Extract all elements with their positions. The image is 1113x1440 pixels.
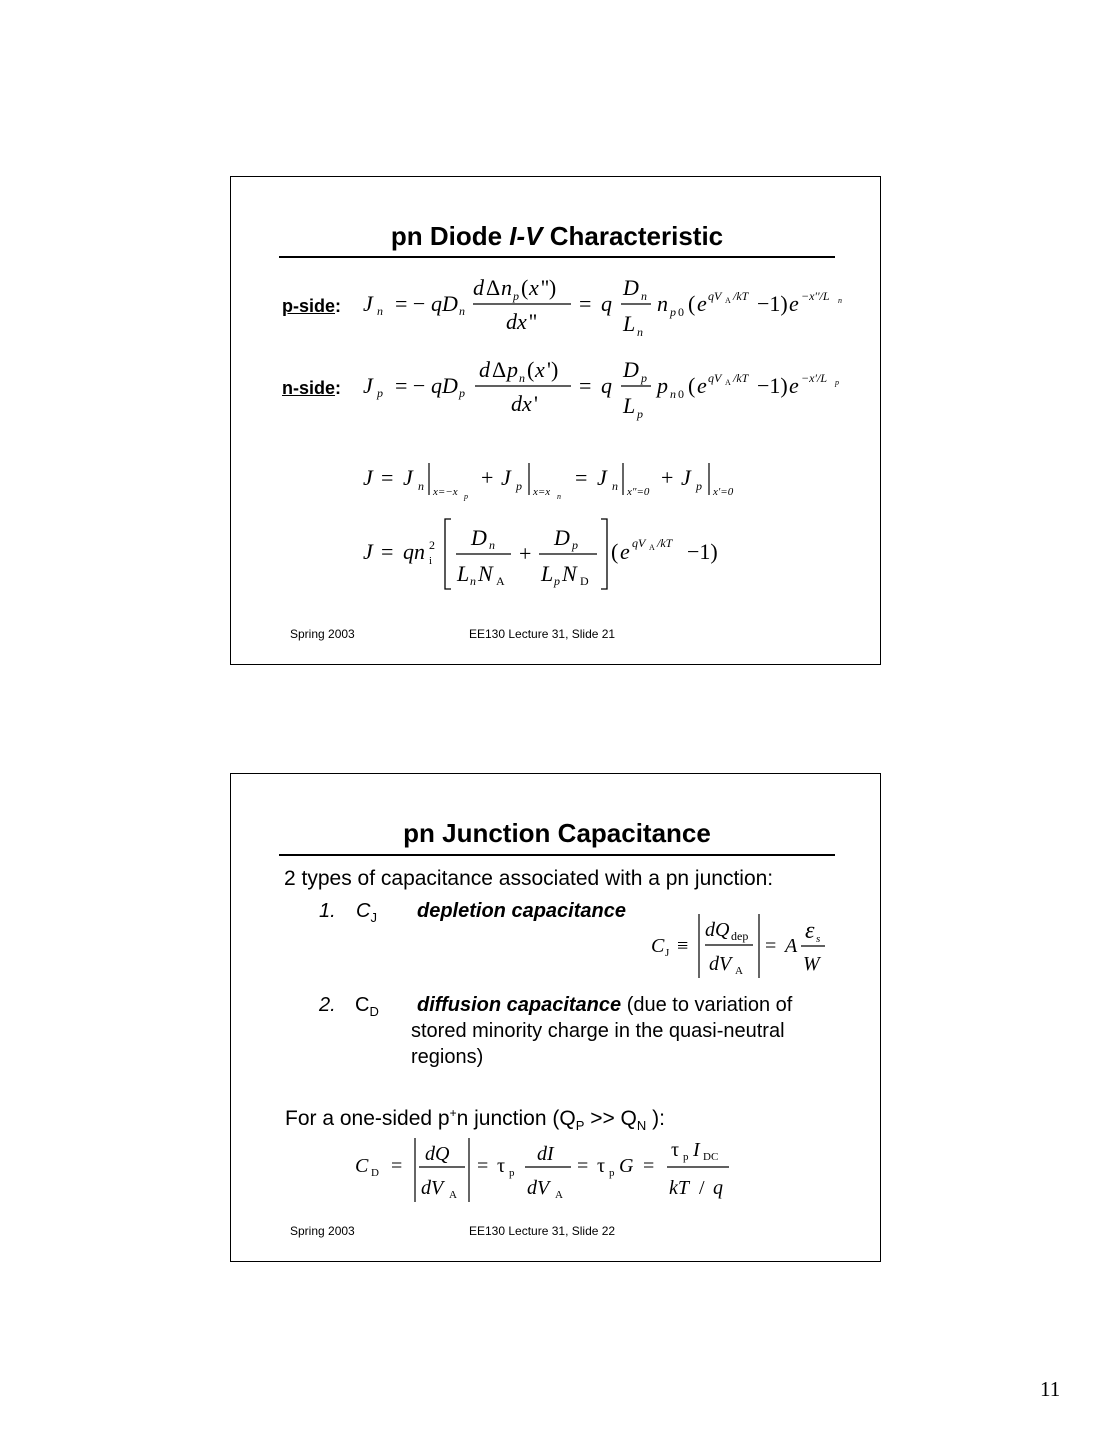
- svg-text:L: L: [623, 311, 636, 336]
- svg-text:DC: DC: [703, 1151, 719, 1163]
- svg-text:i: i: [429, 555, 433, 567]
- svg-text:−x'/L: −x'/L: [801, 371, 827, 385]
- svg-text:D: D: [371, 1167, 379, 1179]
- svg-text:dV: dV: [421, 1177, 444, 1199]
- svg-text:(: (: [611, 539, 619, 564]
- svg-text:dI: dI: [537, 1143, 554, 1165]
- svg-text:L: L: [623, 393, 636, 418]
- svg-text:=: =: [765, 935, 777, 957]
- svg-text:A: A: [649, 543, 655, 552]
- svg-text:J: J: [681, 465, 691, 490]
- svg-text:dQ: dQ: [425, 1143, 450, 1165]
- svg-text:N: N: [562, 561, 577, 586]
- svg-text:A: A: [785, 935, 798, 957]
- title-prefix: pn Diode: [390, 221, 510, 251]
- svg-text:e: e: [697, 373, 707, 398]
- cj-subscript: J: [370, 910, 377, 925]
- svg-text:(: (: [521, 275, 529, 300]
- svg-text:J: J: [501, 465, 511, 490]
- svg-text:p: p: [516, 479, 522, 493]
- svg-text:/kT: /kT: [733, 371, 749, 385]
- svg-text:D: D: [471, 525, 487, 550]
- svg-text:τ: τ: [671, 1139, 680, 1161]
- svg-text:p: p: [464, 492, 468, 501]
- svg-text:e: e: [620, 539, 630, 564]
- os-d: ):: [646, 1107, 665, 1130]
- svg-text:n: n: [670, 387, 676, 401]
- svg-text:e: e: [789, 291, 799, 316]
- svg-text:q: q: [601, 373, 612, 398]
- svg-text:ε: ε: [805, 918, 815, 944]
- svg-text:p: p: [835, 378, 839, 387]
- os-sub1: P: [575, 1118, 585, 1134]
- svg-text:J: J: [403, 465, 413, 490]
- svg-text:x=x: x=x: [533, 486, 551, 498]
- svg-text:D: D: [623, 357, 639, 382]
- svg-text:Δ: Δ: [486, 275, 501, 300]
- svg-text:qD: qD: [431, 291, 458, 316]
- title-suffix: Characteristic: [542, 221, 724, 251]
- svg-text:N: N: [478, 561, 493, 586]
- svg-text:n: n: [470, 574, 476, 588]
- svg-text:p: p: [609, 1167, 615, 1179]
- svg-text:J: J: [597, 465, 607, 490]
- title-rule: [279, 256, 835, 258]
- footer-date: Spring 2003: [290, 1224, 355, 1238]
- cd-symbol: C: [355, 994, 370, 1016]
- depletion-capacitance-equation: [649, 910, 839, 984]
- title-italic: I-V: [509, 221, 543, 251]
- item-2-number: 2.: [319, 994, 336, 1016]
- svg-text:d: d: [479, 357, 490, 382]
- svg-text:A: A: [496, 574, 505, 588]
- svg-text:qV: qV: [632, 536, 646, 550]
- svg-text:+: +: [661, 465, 674, 490]
- diode-current-equation: [361, 511, 761, 595]
- n-side-colon: :: [335, 378, 342, 398]
- svg-text:n: n: [519, 371, 525, 385]
- svg-text:e: e: [789, 373, 799, 398]
- svg-text:J: J: [363, 373, 373, 398]
- slide-title: [279, 221, 835, 251]
- svg-text:n: n: [641, 289, 647, 303]
- svg-text:+: +: [481, 465, 494, 490]
- item-2-line3: regions): [411, 1046, 484, 1068]
- svg-text:τ: τ: [597, 1155, 606, 1177]
- slide-22: [230, 773, 881, 1262]
- svg-text:n: n: [657, 291, 668, 316]
- os-sub2: N: [636, 1118, 647, 1134]
- svg-text:= −: = −: [395, 373, 426, 398]
- svg-text:q: q: [601, 291, 612, 316]
- svg-text:A: A: [725, 378, 731, 387]
- svg-text:p: p: [670, 305, 676, 319]
- svg-text:p: p: [637, 407, 643, 421]
- svg-text:J: J: [665, 947, 670, 959]
- svg-text:dV: dV: [709, 953, 732, 975]
- svg-text:W: W: [803, 953, 820, 975]
- svg-text:A: A: [449, 1189, 457, 1201]
- svg-text:qV: qV: [708, 289, 722, 303]
- svg-text:(: (: [527, 357, 535, 382]
- title-rule: [279, 854, 835, 856]
- item-2-line2: stored minority charge in the quasi-neutral: [411, 1020, 785, 1042]
- n-side-label: [282, 378, 341, 399]
- diffusion-capacitance-equation: [351, 1134, 751, 1206]
- svg-text:−x''/L: −x''/L: [801, 289, 830, 303]
- p-side-equation: [361, 273, 861, 345]
- svg-text:(: (: [688, 373, 696, 398]
- svg-text:+: +: [519, 541, 532, 566]
- svg-text:x: x: [535, 357, 545, 382]
- footer-slide-ref: EE130 Lecture 31, Slide 22: [469, 1224, 616, 1238]
- svg-text:dQ: dQ: [705, 919, 730, 941]
- svg-text:= −: = −: [395, 291, 426, 316]
- n-side-equation: [361, 355, 861, 427]
- svg-text:=: =: [391, 1155, 403, 1177]
- svg-text:e: e: [697, 291, 707, 316]
- svg-text:n: n: [501, 275, 512, 300]
- svg-text:I: I: [693, 1139, 700, 1161]
- svg-text:p: p: [513, 289, 519, 303]
- item-2-description: [417, 992, 857, 1018]
- footer-slide-ref: EE130 Lecture 31, Slide 21: [469, 627, 616, 641]
- svg-text:=: =: [643, 1155, 655, 1177]
- svg-text:C: C: [651, 935, 665, 957]
- svg-text:p: p: [683, 1151, 689, 1163]
- svg-text:p: p: [509, 1167, 515, 1179]
- svg-text:/kT: /kT: [733, 289, 749, 303]
- svg-text:n: n: [838, 296, 842, 305]
- svg-text:−1): −1): [687, 539, 718, 564]
- svg-text:'': '': [529, 309, 537, 334]
- svg-text:p: p: [554, 574, 560, 588]
- svg-text:−1): −1): [757, 291, 788, 316]
- svg-text:p: p: [459, 386, 465, 400]
- current-sum-equation: [361, 455, 761, 505]
- svg-text:p: p: [657, 373, 668, 398]
- svg-text:d: d: [473, 275, 484, 300]
- item-1-description: depletion capacitance: [417, 900, 626, 922]
- cd-subscript: D: [369, 1004, 379, 1019]
- svg-text:qV: qV: [708, 371, 722, 385]
- svg-text:qn: qn: [403, 539, 425, 564]
- svg-text:x′=0: x′=0: [713, 486, 734, 498]
- svg-text:qD: qD: [431, 373, 458, 398]
- n-side-text: n-side: [282, 378, 336, 398]
- svg-text:x: x: [529, 275, 539, 300]
- svg-text:=: =: [579, 373, 592, 398]
- svg-text:/kT: /kT: [657, 536, 673, 550]
- svg-text:n: n: [489, 538, 495, 552]
- os-a: For a one-sided p: [285, 1107, 450, 1130]
- svg-text:G: G: [619, 1155, 634, 1177]
- svg-text:n: n: [612, 479, 618, 493]
- svg-text:A: A: [735, 965, 743, 977]
- svg-text:J: J: [363, 291, 373, 316]
- page-number: 11: [1040, 1377, 1061, 1401]
- svg-text:p: p: [377, 386, 383, 400]
- svg-text:dx: dx: [506, 309, 527, 334]
- svg-text:−1): −1): [757, 373, 788, 398]
- svg-text:=: =: [579, 291, 592, 316]
- svg-text:=: =: [477, 1155, 489, 1177]
- svg-text:A: A: [725, 296, 731, 305]
- p-side-label: [282, 296, 341, 317]
- svg-text:(: (: [688, 291, 696, 316]
- svg-text:τ: τ: [497, 1155, 506, 1177]
- svg-text:A: A: [555, 1189, 563, 1201]
- svg-text:n: n: [557, 492, 561, 501]
- slide-title: pn Junction Capacitance: [403, 818, 711, 848]
- svg-text:J: J: [363, 465, 373, 490]
- footer-date: Spring 2003: [290, 627, 355, 641]
- svg-text:J: J: [363, 539, 373, 564]
- os-b: n junction (Q: [456, 1107, 576, 1130]
- os-sup: +: [449, 1106, 457, 1120]
- svg-text:L: L: [541, 561, 554, 586]
- svg-text:s: s: [816, 933, 821, 945]
- svg-text:x=−x: x=−x: [433, 486, 458, 498]
- svg-text:kT: kT: [669, 1177, 689, 1199]
- svg-text:=: =: [381, 465, 394, 490]
- svg-text:q: q: [713, 1177, 723, 1199]
- svg-text:n: n: [637, 325, 643, 339]
- svg-text:D: D: [623, 275, 639, 300]
- p-side-colon: :: [335, 296, 342, 316]
- svg-text:=: =: [577, 1155, 589, 1177]
- item-2-symbol: [355, 994, 379, 1019]
- svg-text:=: =: [381, 539, 394, 564]
- svg-text:p: p: [572, 538, 578, 552]
- svg-text:D: D: [580, 574, 589, 588]
- cd-desc-bold: diffusion capacitance: [417, 994, 622, 1016]
- slide-21: [230, 176, 881, 665]
- svg-text:Δ: Δ: [492, 357, 507, 382]
- svg-text:': ': [534, 391, 538, 416]
- os-c: >> Q: [584, 1107, 637, 1130]
- cj-symbol: C: [356, 900, 371, 922]
- svg-text:''): ''): [541, 275, 557, 300]
- svg-text:0: 0: [678, 387, 684, 401]
- svg-text:=: =: [575, 465, 588, 490]
- svg-text:p: p: [696, 479, 702, 493]
- svg-text:dep: dep: [731, 929, 749, 943]
- svg-text:p: p: [507, 357, 518, 382]
- svg-text:x″=0: x″=0: [627, 486, 650, 498]
- svg-text:n: n: [418, 479, 424, 493]
- svg-text:C: C: [355, 1155, 369, 1177]
- svg-text:≡: ≡: [677, 935, 689, 957]
- svg-text:dV: dV: [527, 1177, 550, 1199]
- svg-text:p: p: [641, 371, 647, 385]
- svg-text:D: D: [554, 525, 570, 550]
- cd-desc-line1: (due to variation of: [621, 994, 793, 1016]
- svg-text:dx: dx: [511, 391, 532, 416]
- svg-text:0: 0: [678, 305, 684, 319]
- intro-text: 2 types of capacitance associated with a pn junction:: [284, 867, 774, 890]
- svg-text:'): '): [547, 357, 559, 382]
- svg-text:/: /: [699, 1177, 705, 1199]
- item-1-number: 1.: [319, 900, 336, 922]
- svg-text:n: n: [377, 304, 383, 318]
- item-1-symbol: [356, 900, 377, 925]
- svg-text:2: 2: [429, 538, 435, 552]
- p-side-text: p-side: [282, 296, 336, 316]
- svg-text:L: L: [457, 561, 470, 586]
- svg-text:n: n: [459, 304, 465, 318]
